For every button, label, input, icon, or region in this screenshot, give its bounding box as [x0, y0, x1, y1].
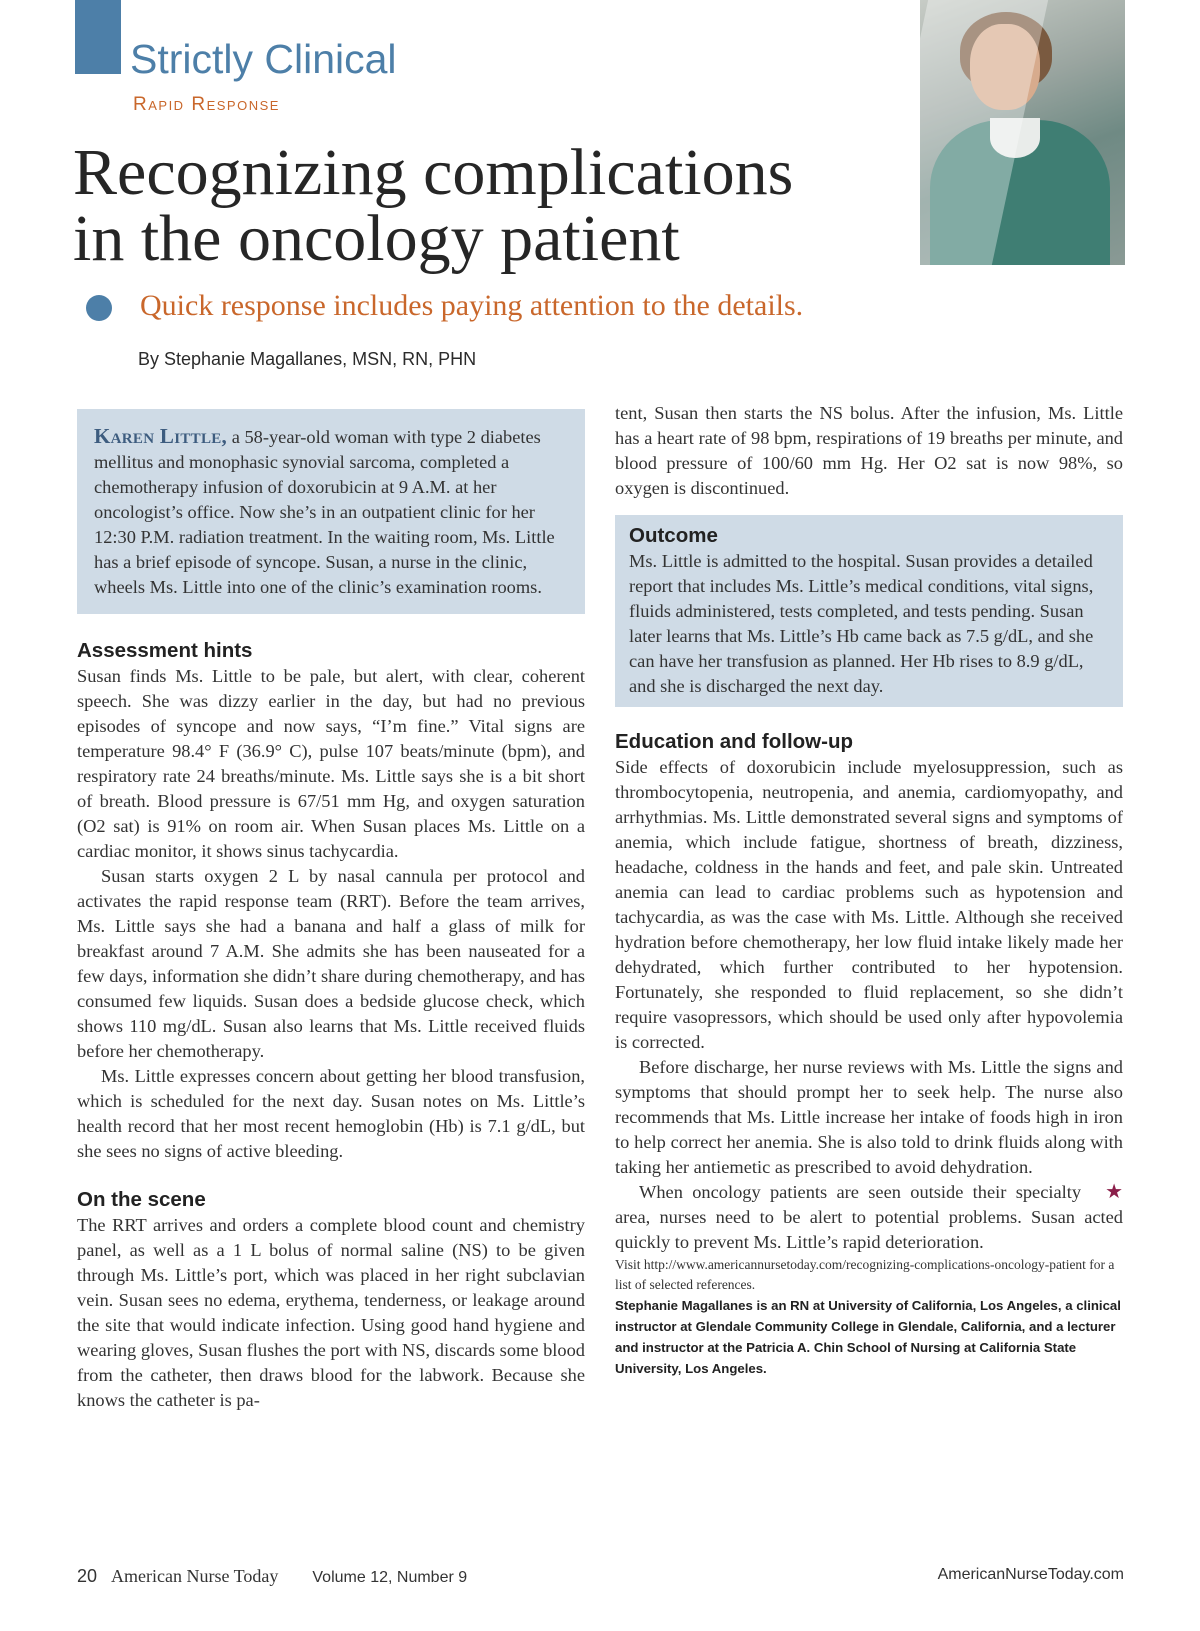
case-box — [77, 409, 585, 614]
issue-volume: Volume 12, Number 9 — [312, 1569, 468, 1586]
education-paragraph-3-text: When oncology patients are seen outside their specialty area, nurses need to be alert to potential problems. Susan acted quickly to prevent Ms. Little’s rapid deterioration. — [615, 1182, 1123, 1252]
heading-education: Education and follow-up — [615, 730, 854, 753]
subsection-label: Rapid Response — [133, 94, 280, 115]
right-column — [615, 401, 1123, 1379]
title-line-2: in the oncology patient — [73, 202, 680, 275]
page-number: 20 — [77, 1566, 98, 1586]
magazine-name: American Nurse Today — [111, 1566, 279, 1586]
assessment-paragraph-1: Susan finds Ms. Little to be pale, but alert, with clear, coherent speech. She was dizzy earlier in the day, but had no previous episodes of syncope and now says, “I’m fine.” Vital signs are temperature 98.4° F (36.9° C), pulse 107 beats/minute (bpm), and respiratory rate 24 breaths/minute. Ms. Little says she is a bit short of breath. Blood pressure is 67/51 mm Hg, and oxygen saturation (O2 sat) is 91% on room air. When Susan places Ms. Little on a cardiac monitor, it shows sinus tachycardia. — [77, 666, 585, 861]
education-paragraph-3 — [615, 1180, 1123, 1255]
case-body: a 58-year-old woman with type 2 diabetes mellitus and monophasic synovial sarcoma, completed a chemotherapy infusion of doxorubicin at 9 A.M. at her oncologist’s office. Now she’s in an outpatient clinic for her 12:30 P.M. radiation treatment. In the waiting room, Ms. Little has a brief episode of syncope. Susan, a nurse in the clinic, wheels Ms. Little into one of the clinic’s examination rooms. — [94, 427, 555, 597]
footer-left — [77, 1566, 467, 1587]
heading-assessment: Assessment hints — [77, 639, 253, 662]
title-line-1: Recognizing complications — [73, 136, 794, 209]
heading-scene: On the scene — [77, 1188, 206, 1211]
scene-paragraph-continued: tent, Susan then starts the NS bolus. After the infusion, Ms. Little has a heart rate of 98 bpm, respirations of 19 breaths per minute, and blood pressure of 100/60 mm Hg. Her O2 sat is now 98%, so oxygen is discontinued. — [615, 403, 1123, 498]
case-text — [94, 424, 567, 600]
article-title — [73, 136, 794, 275]
assessment-paragraph-3: Ms. Little expresses concern about getting her blood transfusion, which is scheduled for the next day. Susan notes on Ms. Little’s health record that her most recent hemoglobin (Hb) is 7.1 g/dL, but she sees no signs of active bleeding. — [77, 1066, 585, 1161]
scene-paragraph-1: The RRT arrives and orders a complete blood count and chemistry panel, as well as a 1 L bolus of normal saline (NS) to be given through Ms. Little’s port, which was placed in her right subclavian vein. Susan sees no edema, erythema, tenderness, or leakage around the site that would indicate infection. Using good hand hygiene and wearing gloves, Susan flushes the port with NS, discards some blood from the catheter, then draws blood for the labwork. Because she knows the catheter is pa- — [77, 1215, 585, 1410]
case-lead-in: Karen Little, — [94, 424, 228, 448]
footer-site: AmericanNurseToday.com — [937, 1566, 1124, 1583]
assessment-paragraph-2: Susan starts oxygen 2 L by nasal cannula per protocol and activates the rapid response team (RRT). Before the team arrives, Ms. Little says she had a banana and half a glass of milk for breakfast around 7 A.M. She admits she has been nauseated for a few days, information she didn’t share during chemotherapy, and has consumed few liquids. Susan does a bedside glucose check, which shows 110 mg/dL. Susan also learns that Ms. Little received fluids before her chemotherapy. — [77, 866, 585, 1061]
outcome-box — [615, 515, 1123, 707]
section-color-bar — [75, 0, 121, 74]
bullet-dot-icon — [86, 295, 112, 321]
heading-outcome: Outcome — [629, 524, 718, 547]
education-paragraph-2: Before discharge, her nurse reviews with Ms. Little the signs and symptoms that should prompt her to seek help. The nurse also recommends that Ms. Little increase her intake of foods high in iron to help correct her anemia. She is also told to drink fluids along with taking her antiemetic as prescribed to avoid dehydration. — [615, 1057, 1123, 1177]
end-mark-star-icon: ★ — [1105, 1181, 1123, 1203]
byline: By Stephanie Magallanes, MSN, RN, PHN — [138, 349, 477, 369]
references-note: Visit http://www.americannursetoday.com/recognizing-complications-oncology-patient for a list of selected references. — [615, 1257, 1115, 1292]
outcome-text: Ms. Little is admitted to the hospital. Susan provides a detailed report that includes Ms. Little’s medical conditions, vital signs, fluids administered, tests completed, and tests pending. Susan later learns that Ms. Little’s Hb came back as 7.5 g/dL, and she can have her transfusion as planned. Her Hb rises to 8.9 g/dL, and she is discharged the next day. — [629, 551, 1094, 696]
article-deck: Quick response includes paying attention to the details. — [140, 289, 804, 322]
nurse-photo — [920, 0, 1125, 265]
author-bio: Stephanie Magallanes is an RN at University of California, Los Angeles, a clinical instructor at Glendale Community College in Glendale, California, and a lecturer and instructor at the Patricia A. Chin School of Nursing at California State University, Los Angeles. — [615, 1298, 1121, 1376]
left-column — [77, 409, 585, 1413]
section-label: Strictly Clinical — [130, 36, 397, 82]
education-paragraph-1: Side effects of doxorubicin include myelosuppression, such as thrombocytopenia, neutropenia, and anemia, cardiomyopathy, and arrhythmias. Ms. Little demonstrated several signs and symptoms of anemia, which include fatigue, shortness of breath, dizziness, headache, coldness in the hands and feet, and pale skin. Untreated anemia can lead to cardiac problems such as hypotension and tachycardia, as was the case with Ms. Little. Although she received hydration before chemotherapy, her low fluid intake likely made her dehydrated, which further contributed to her hypotension. Fortunately, she responded to fluid replacement, so she didn’t require vasopressors, which should be used only after hypovolemia is corrected. — [615, 757, 1123, 1052]
